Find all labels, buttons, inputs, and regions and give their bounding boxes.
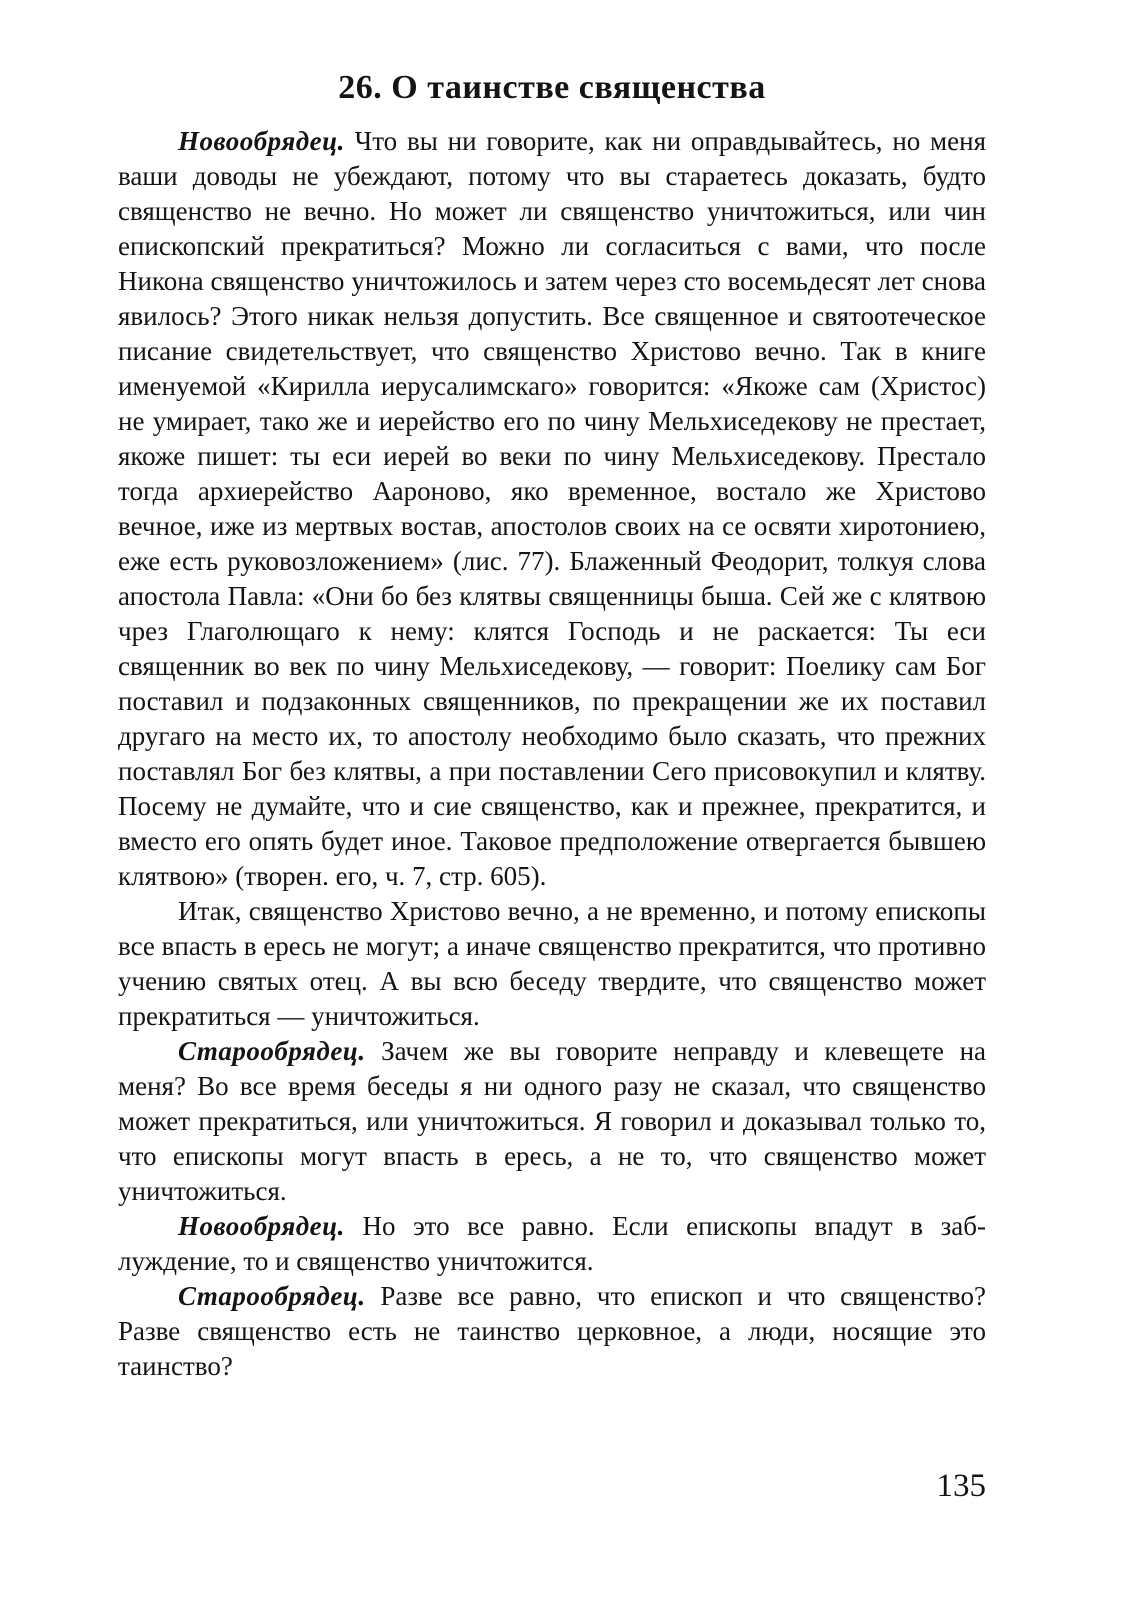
paragraph	[118, 1279, 986, 1384]
chapter-title: 26. О таинстве священства	[338, 69, 766, 106]
paragraph-text: Зачем же вы говорите неправду и клевещете на меня? Во все время беседы я ни одного разу не сказал, что священство может прекратиться, или уничтожиться. Я говорил и доказывал только то, что епископы могут впасть в ересь, а не то, что священство может уничтожиться.	[118, 1036, 986, 1206]
paragraph	[118, 1034, 986, 1209]
paragraph	[118, 894, 986, 1034]
speaker-label: Новообрядец.	[178, 126, 345, 156]
paragraph-text: Но это все равно. Если епископы впадут в заблуждение, то и священство уничтожится.	[118, 1211, 986, 1276]
speaker-label: Старообрядец.	[178, 1281, 366, 1311]
paragraph	[118, 124, 986, 894]
page-number: 135	[936, 1468, 986, 1504]
paragraph	[118, 1209, 986, 1279]
paragraph-text: Итак, священство Христово вечно, а не временно, и потому епископы все впасть в ересь не могут; а иначе священство прекратится, что противно учению святых отец. А вы всю беседу твердите, что священство может прекратиться — уничтожиться.	[118, 896, 986, 1031]
page-content	[118, 60, 986, 1384]
speaker-label: Старообрядец.	[178, 1036, 366, 1066]
paragraph-text: Разве все равно, что епископ и что священство? Разве священство есть не таинство церковное, а люди, носящие это таинство?	[118, 1281, 986, 1381]
speaker-label: Новообрядец.	[178, 1211, 345, 1241]
paragraph-text: Что вы ни говорите, как ни оправдывайтесь, но меня ваши доводы не убеждают, потому что вы стараетесь доказать, будто священство не вечно. Но может ли священство уничтожиться, или чин епископский прекратиться? Можно ли согласиться с вами, что после Никона священство уничтожилось и затем через сто восемьдесят лет снова явилось? Этого никак нельзя допустить. Все священное и святоотеческое писание свидетельствует, что священство Христово вечно. Так в книге именуемой «Кирилла иерусалимскаго» говорится: «Якоже сам (Христос) не умирает, тако же и иерейство его по чину Мельхиседекову не престает, якоже пишет: ты еси иерей во веки по чину Мельхиседекову. Престало тогда архиерейство Аароново, яко временное, востало же Христово вечное, иже из мертвых востав, апостолов своих на се освяти хиротониею, еже есть руковозложением» (лис. 77). Блаженный Феодорит, толкуя слова апостола Павла: «Они бо без клятвы священницы быша. Сей же с клятвою чрез Глаголющаго к нему: клятся Господь и не раскается: Ты еси священник во век по чину Мельхиседекову, — говорит: Поелику сам Бог поставил и подзаконных священников, по прекращении же их поставил другаго на место их, то апостолу необходимо было сказать, что прежних поставлял Бог без клятвы, а при поставлении Сего присовокупил и клятву. Посему не думайте, что и сие священство, как и прежнее, прекратится, и вместо его опять будет иное. Таковое предположение отвергается бывшею клятвою» (творен. его, ч. 7, стр. 605).	[118, 126, 986, 891]
